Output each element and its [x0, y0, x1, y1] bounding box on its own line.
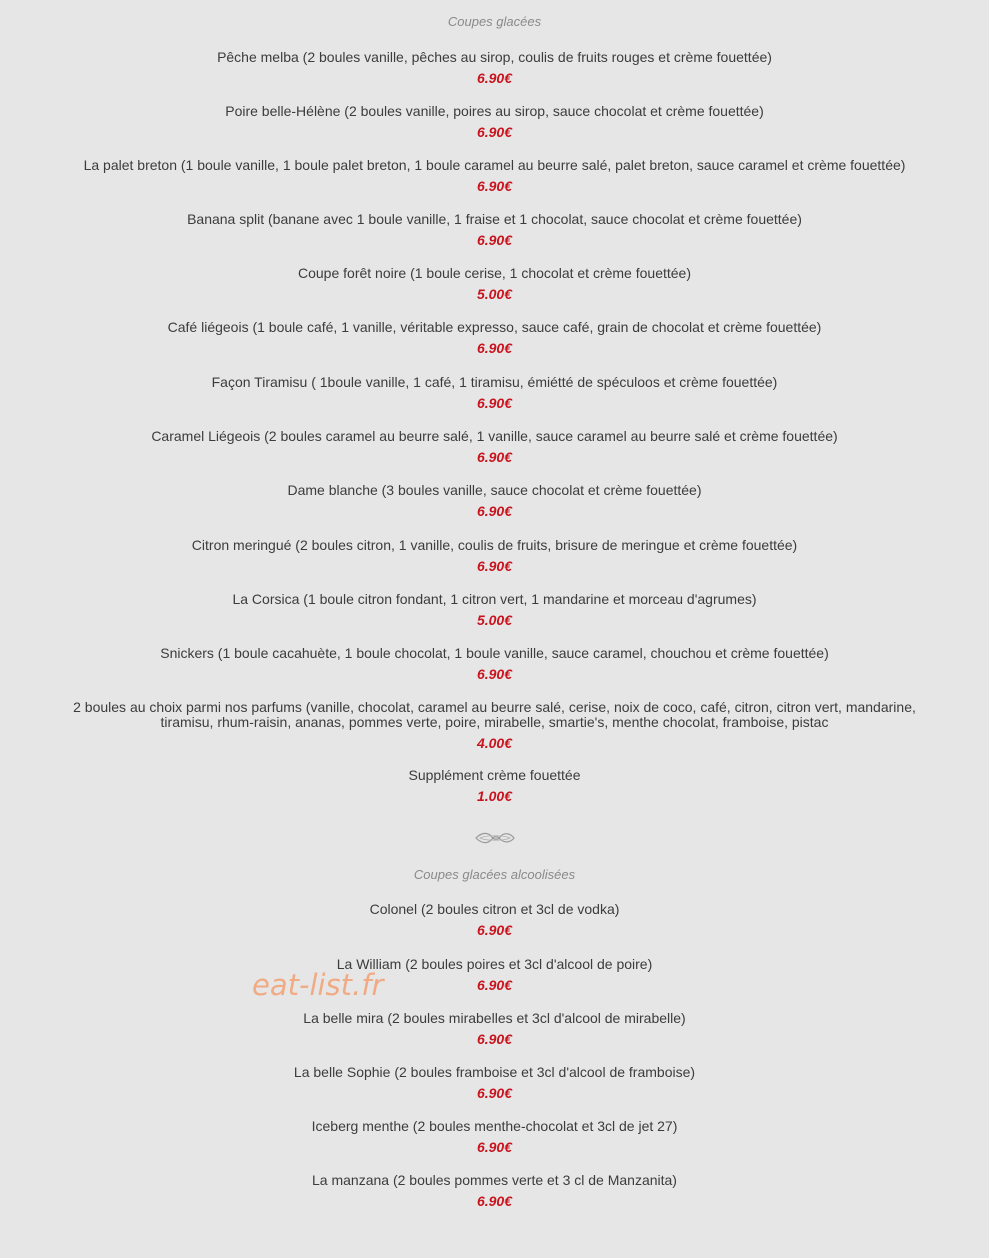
item-price: 6.90€ — [476, 395, 513, 411]
menu-item — [0, 1173, 989, 1209]
item-price: 6.90€ — [476, 666, 513, 682]
item-price: 6.90€ — [476, 178, 513, 194]
item-name: Café liégeois (1 boule café, 1 vanille, véritable expresso, sauce café, grain de chocolat et crème fouettée) — [167, 319, 822, 335]
menu-item — [0, 957, 989, 993]
watermark: eat-list.fr — [252, 968, 384, 1002]
item-name: Supplément crème fouettée — [408, 767, 581, 783]
item-name: La belle mira (2 boules mirabelles et 3cl d'alcool de mirabelle) — [303, 1010, 686, 1026]
item-name: Banana split (banane avec 1 boule vanille, 1 fraise et 1 chocolat, sauce chocolat et crème fouettée) — [187, 211, 802, 227]
item-name: La William (2 boules poires et 3cl d'alcool de poire) — [336, 956, 653, 972]
item-name: Coupe forêt noire (1 boule cerise, 1 chocolat et crème fouettée) — [298, 265, 691, 281]
menu-item — [0, 1011, 989, 1047]
item-name: Colonel (2 boules citron et 3cl de vodka) — [369, 901, 620, 917]
item-price: 6.90€ — [476, 1193, 513, 1209]
item-name: 2 boules au choix parmi nos parfums (vanille, chocolat, caramel au beurre salé, cerise, noix de coco, café, citron, citron vert, mandarine, tiramisu, rhum-raisin, ananas, pommes verte, poire, mirabelle, smartie's, menthe chocolat, framboise, pistac — [73, 699, 916, 730]
item-name: Citron meringué (2 boules citron, 1 vanille, coulis de fruits, brisure de meringue et crème fouettée) — [191, 537, 798, 553]
item-price: 4.00€ — [476, 735, 513, 751]
item-price: 6.90€ — [476, 977, 513, 993]
menu-item — [0, 1119, 989, 1155]
item-price: 6.90€ — [476, 1085, 513, 1101]
item-name: Façon Tiramisu ( 1boule vanille, 1 café, 1 tiramisu, émiétté de spéculoos et crème fouettée) — [211, 374, 778, 390]
menu-item — [0, 1065, 989, 1101]
section-title-coupes-glacees: Coupes glacées — [447, 14, 542, 29]
item-name: La Corsica (1 boule citron fondant, 1 citron vert, 1 mandarine et morceau d'agrumes) — [232, 591, 757, 607]
item-price: 5.00€ — [476, 612, 513, 628]
menu-item — [0, 483, 989, 519]
menu-item — [0, 320, 989, 356]
section-title-coupes-glacees-alcoolisees: Coupes glacées alcoolisées — [413, 867, 576, 882]
menu-item — [0, 592, 989, 628]
item-price: 6.90€ — [476, 558, 513, 574]
item-name: Pêche melba (2 boules vanille, pêches au sirop, coulis de fruits rouges et crème fouettée) — [217, 49, 772, 65]
item-name: La manzana (2 boules pommes verte et 3 cl de Manzanita) — [312, 1172, 677, 1188]
menu-item — [0, 158, 989, 194]
item-price: 6.90€ — [476, 922, 513, 938]
item-price: 6.90€ — [476, 449, 513, 465]
item-name: Dame blanche (3 boules vanille, sauce chocolat et crème fouettée) — [287, 482, 702, 498]
item-price: 6.90€ — [476, 340, 513, 356]
menu-item — [0, 768, 989, 804]
menu-item — [0, 212, 989, 248]
menu-item — [0, 266, 989, 302]
item-name: Caramel Liégeois (2 boules caramel au beurre salé, 1 vanille, sauce caramel au beurre salé et crème fouettée) — [151, 428, 838, 444]
item-price: 6.90€ — [476, 124, 513, 140]
menu-item — [0, 700, 989, 751]
menu-item — [0, 375, 989, 411]
item-name: La belle Sophie (2 boules framboise et 3cl d'alcool de framboise) — [293, 1064, 696, 1080]
item-name: Poire belle-Hélène (2 boules vanille, poires au sirop, sauce chocolat et crème fouettée) — [225, 103, 764, 119]
menu-item — [0, 429, 989, 465]
item-price: 6.90€ — [476, 70, 513, 86]
item-price: 6.90€ — [476, 232, 513, 248]
item-name: Snickers (1 boule cacahuète, 1 boule chocolat, 1 boule vanille, sauce caramel, chouchou et crème fouettée) — [160, 645, 829, 661]
item-price: 1.00€ — [476, 788, 513, 804]
menu-item — [0, 50, 989, 86]
item-name: La palet breton (1 boule vanille, 1 boule palet breton, 1 boule caramel au beurre salé, palet breton, sauce caramel et crème fouettée) — [83, 157, 906, 173]
menu-item — [0, 104, 989, 140]
item-name: Iceberg menthe (2 boules menthe-chocolat et 3cl de jet 27) — [311, 1118, 678, 1134]
ornament-flourish-icon — [474, 830, 516, 846]
item-price: 6.90€ — [476, 1139, 513, 1155]
menu-item — [0, 646, 989, 682]
item-price: 5.00€ — [476, 286, 513, 302]
menu-item — [0, 538, 989, 574]
menu-item — [0, 902, 989, 938]
item-price: 6.90€ — [476, 1031, 513, 1047]
item-price: 6.90€ — [476, 503, 513, 519]
